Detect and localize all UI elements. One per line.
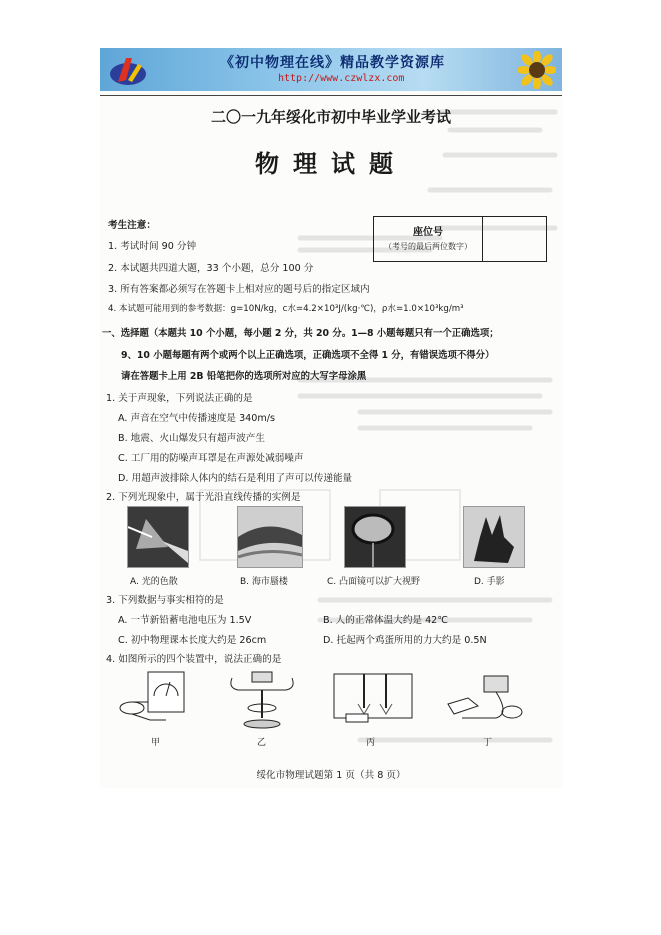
answer-option: A. 一节新铅蓄电池电压为 1.5V <box>118 615 252 626</box>
image-caption: C. 凸面镜可以扩大视野 <box>327 577 421 587</box>
site-banner <box>100 48 562 91</box>
electromagnet-device-diagram <box>226 668 298 730</box>
answer-option: B. 地震、火山爆发只有超声波产生 <box>118 433 265 444</box>
seat-label-cell <box>374 217 483 261</box>
answer-option: C. 初中物理课本长度大约是 26cm <box>118 635 267 646</box>
device-label: 丁 <box>483 738 493 748</box>
galvanometer-device-diagram <box>118 668 198 726</box>
notice-item: 3. 所有答案都必须写在答题卡上相对应的题号后的指定区域内 <box>108 284 370 295</box>
notice-item: 1. 考试时间 90 分钟 <box>108 241 197 252</box>
device-label: 乙 <box>257 738 267 748</box>
notice-item: 4. 本试题可能用到的参考数据：g=10N/kg，c水=4.2×10³J/(kg·℃)，ρ水=1.0×10³kg/m³ <box>108 304 464 314</box>
answer-option: C. 工厂用的防噪声耳罩是在声源处减弱噪声 <box>118 453 304 464</box>
nail-magnet-circuit-diagram <box>328 668 418 730</box>
mirage-image <box>237 506 303 568</box>
seat-number-box <box>373 216 547 262</box>
convex-mirror-image <box>344 506 406 568</box>
answer-option: A. 声音在空气中传播速度是 340m/s <box>118 413 275 424</box>
section-instructions: 一、选择题（本题共 10 个小题，每小题 2 分，共 20 分。1—8 小题每题只有一个正确选项； <box>102 328 499 339</box>
image-caption: A. 光的色散 <box>130 577 178 587</box>
notice-item: 2. 本试题共四道大题，33 个小题，总分 100 分 <box>108 263 314 274</box>
question-stem: 1. 关于声现象，下列说法正确的是 <box>106 393 253 404</box>
sunflower-icon <box>518 51 556 89</box>
answer-option: B. 人的正常体温大约是 42℃ <box>323 615 449 626</box>
section-instructions: 请在答题卡上用 2B 铅笔把你的选项所对应的大写字母涂黑 <box>121 371 367 382</box>
seat-note: （考号的最后两位数字） <box>384 242 472 251</box>
header-rule <box>100 95 562 96</box>
section-instructions: 9、10 小题每题有两个或两个以上正确选项，正确选项不全得 1 分，有错误选项不得分） <box>121 350 495 361</box>
hand-shadow-image <box>463 506 525 568</box>
page-footer: 绥化市物理试题第 1 页（共 8 页） <box>256 770 406 781</box>
banner-title: 《初中物理在线》精品教学资源库 <box>220 55 445 71</box>
answer-option: D. 托起两个鸡蛋所用的力大约是 0.5N <box>323 635 487 646</box>
question-stem: 3. 下列数据与事实相符的是 <box>106 595 224 606</box>
subject-title: 物理试题 <box>255 149 407 178</box>
hand-generator-diagram <box>440 668 526 730</box>
image-caption: D. 手影 <box>474 577 505 587</box>
exam-title: 二〇一九年绥化市初中毕业学业考试 <box>210 108 451 126</box>
site-logo-icon <box>108 52 148 88</box>
seat-label: 座位号 <box>413 227 443 238</box>
banner-url[interactable]: http://www.czwlzx.com <box>278 73 405 84</box>
question-stem: 2. 下列光现象中，属于光沿直线传播的实例是 <box>106 492 301 503</box>
image-caption: B. 海市蜃楼 <box>240 577 288 587</box>
question-stem: 4. 如图所示的四个装置中，说法正确的是 <box>106 654 282 665</box>
device-label: 丙 <box>366 738 376 748</box>
notice-heading: 考生注意： <box>108 220 156 231</box>
device-label: 甲 <box>151 738 161 748</box>
answer-option: D. 用超声波排除人体内的结石是利用了声可以传递能量 <box>118 473 353 484</box>
prism-dispersion-image <box>127 506 189 568</box>
